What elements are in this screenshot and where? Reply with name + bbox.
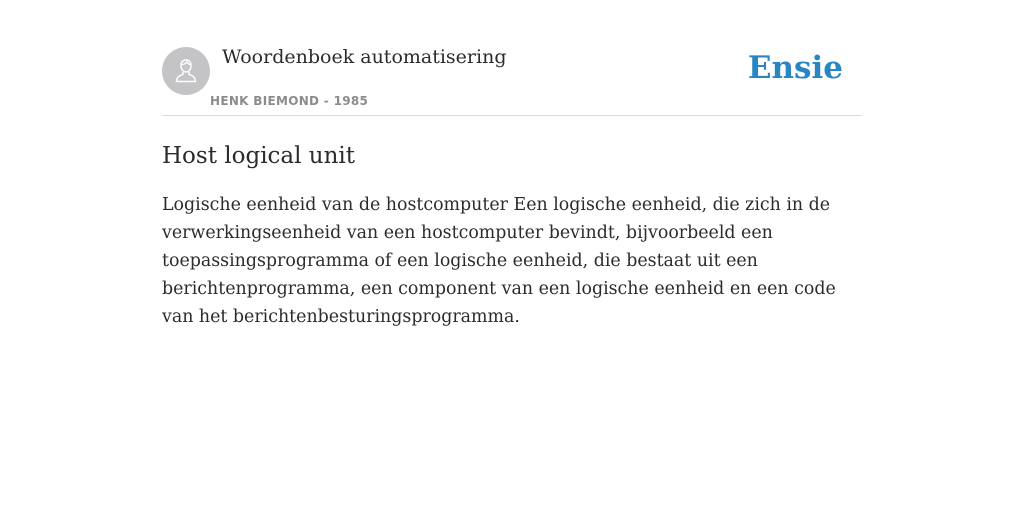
user-avatar-icon <box>172 57 200 85</box>
source-meta <box>210 94 368 108</box>
author-name[interactable]: HENK BIEMOND <box>210 94 320 108</box>
entry-definition: Logische eenheid van de hostcomputer Een logische eenheid, die zich in de verwerkingseenheid van een hostcomputer bevindt, bijvoorbeeld een toepassingsprogramma of een logische eenheid, die bestaat uit een berichtenprogramma, een component van een logische eenheid en een code van het berichtenbesturingsprogramma. <box>162 195 836 327</box>
book-title[interactable]: Woordenboek automatisering <box>222 46 507 68</box>
avatar[interactable] <box>162 47 210 95</box>
entry-card <box>162 44 862 331</box>
meta-separator: - <box>319 94 334 108</box>
entry-header <box>162 44 862 116</box>
brand-logo[interactable]: Ensie <box>747 50 843 86</box>
publication-year: 1985 <box>333 94 369 108</box>
entry-title: Host logical unit <box>162 143 356 169</box>
